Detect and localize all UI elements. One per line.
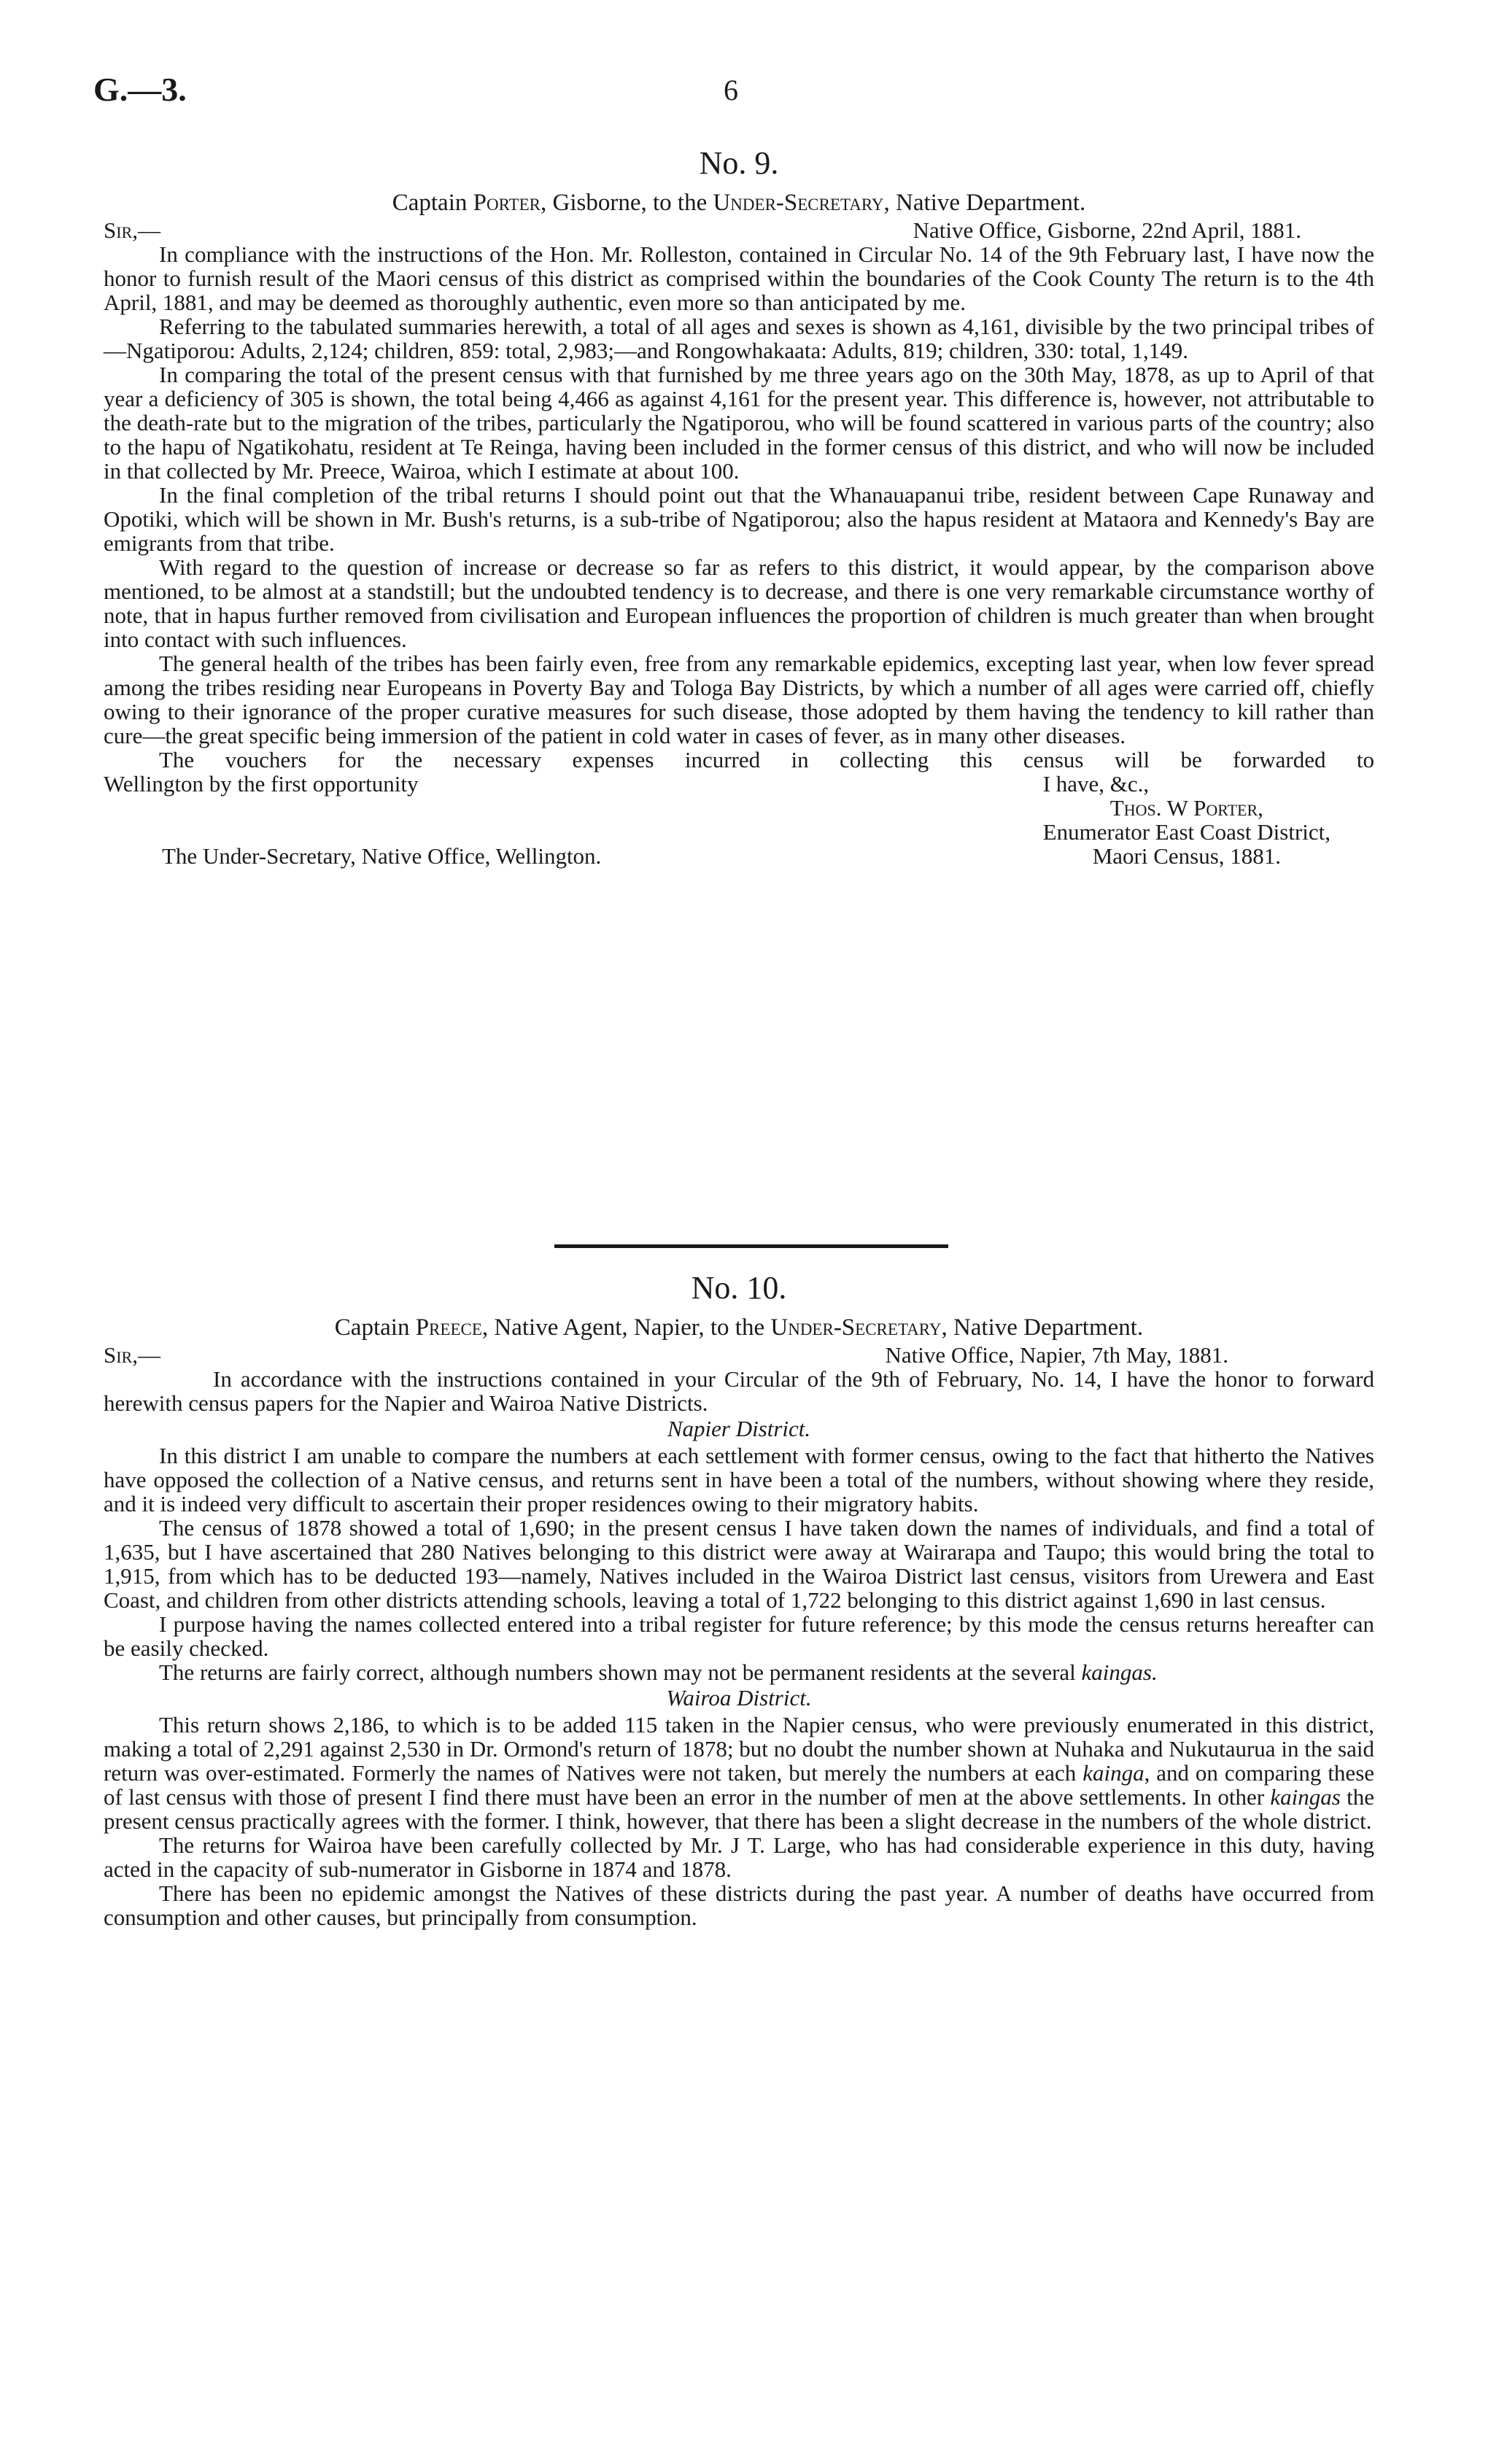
from-prefix: Captain bbox=[334, 1314, 416, 1341]
salutation: Sir,— bbox=[104, 1342, 160, 1368]
from-prefix: Captain bbox=[392, 190, 473, 216]
from-name: Porter bbox=[473, 190, 541, 216]
place-date: Native Office, Napier, 7th May, 1881. bbox=[885, 1342, 1228, 1368]
paragraph: I purpose having the names collected entered into a tribal register for future reference; by this mode the census returns hereafter can be easily checked. bbox=[104, 1611, 1374, 1661]
paragraph: The general health of the tribes has been fairly even, free from any remarkable epidemics, excepting last year, when low fever spread among the tribes residing near Europeans in Poverty Bay and Tologa Bay Districts, by which a number of all ages were carried off, chiefly owing to their ignorance of the proper curative measures for such disease, those adopted by them having the tendency to kill rather than cure—the great specific being immersion of the patient in cold water in cases of fever, as in many other diseases. bbox=[104, 651, 1374, 748]
signature-title: Enumerator East Coast District, bbox=[1042, 819, 1330, 845]
place-date: Native Office, Gisborne, 22nd April, 1881. bbox=[913, 217, 1301, 243]
napier-heading: Napier District. bbox=[667, 1416, 811, 1441]
letter-9-from-line bbox=[104, 191, 1374, 215]
letter-no-10 bbox=[104, 1269, 1374, 1929]
signature bbox=[1043, 796, 1330, 820]
closing-left: Wellington by the first opportunity bbox=[104, 771, 419, 797]
wairoa-heading: Wairoa District. bbox=[666, 1685, 812, 1711]
paragraph: Referring to the tabulated summaries herewith, a total of all ages and sexes is shown as 4,161, divisible by the two principal tribes of—Ngatiporou: Adults, 2,124; children, 859: total, 2,983;—and Rongowhakaata: Adults, 819; children, 330: total, 1,149. bbox=[104, 314, 1374, 363]
from-middle: , Native Agent, Napier, to the bbox=[481, 1314, 771, 1341]
document-reference: G.—3. bbox=[93, 71, 187, 108]
letter-no-9 bbox=[104, 144, 1374, 868]
paragraph bbox=[104, 1713, 1374, 1833]
to-name: Under-Secretary bbox=[713, 190, 884, 216]
from-suffix: , Native Department. bbox=[941, 1314, 1144, 1341]
letter-9-signoff bbox=[104, 772, 1374, 868]
letter-9-title: No. 9. bbox=[699, 145, 779, 181]
letter-10-salutation-row bbox=[104, 1343, 1374, 1367]
paragraph: There has been no epidemic amongst the Natives of these districts during the past year. A number of deaths have occurred from consumption and other causes, but principally from consumption. bbox=[104, 1880, 1374, 1930]
letter-10-title: No. 10. bbox=[691, 1270, 787, 1306]
letter-10-from-line bbox=[104, 1316, 1374, 1340]
addressee: The Under-Secretary, Native Office, Wellington. bbox=[162, 843, 602, 869]
paragraph: In compliance with the instructions of the Hon. Mr. Rolleston, contained in Circular No. 14 of the 9th February last, I have now the honor to furnish result of the Maori census of this district as comprised within the boundaries of the Cook County The return is to the 4th April, 1881, and may be deemed as thoroughly authentic, even more so than anticipated by me. bbox=[104, 241, 1374, 315]
returns-kaingas: kaingas. bbox=[1081, 1659, 1158, 1685]
returns-text: The returns are fairly correct, although numbers shown may not be permanent residents at the several bbox=[159, 1659, 1082, 1685]
from-middle: , Gisborne, to the bbox=[541, 190, 713, 216]
section-divider bbox=[554, 1244, 948, 1248]
paragraph: In this district I am unable to compare the numbers at each settlement with former census, owing to the fact that hitherto the Natives have opposed the collection of a Native census, and returns sent in have been a total of the numbers, without showing where they reside, and it is indeed very difficult to ascertain their proper residences owing to their migratory habits. bbox=[104, 1443, 1374, 1516]
signature-initials: Thos. W bbox=[1109, 795, 1194, 821]
from-name: Preece bbox=[415, 1314, 482, 1341]
signature-name: Porter, bbox=[1193, 795, 1263, 821]
paragraph: In accordance with the instructions contained in your Circular of the 9th of February, No. 14, I have the honor to forward herewith census papers for the Napier and Wairoa Native Districts. bbox=[104, 1366, 1374, 1416]
wairoa-text-b: , and on comparing these of last census with those of present I find there must have been an error in the number of men at the above settlements. In other bbox=[104, 1760, 1375, 1810]
wairoa-text-c: the present census practically agrees with the former. I think, however, that there has been a slight decrease in the numbers of the whole district. bbox=[104, 1784, 1374, 1834]
salutation: Sir,— bbox=[104, 217, 160, 243]
paragraph: The returns for Wairoa have been carefully collected by Mr. J T. Large, who has had considerable experience in this duty, having acted in the capacity of sub-numerator in Gisborne in 1874 and 1878. bbox=[104, 1832, 1374, 1882]
page-number: 6 bbox=[724, 74, 738, 106]
paragraph: The vouchers for the necessary expenses incurred in collecting this census will be forwarded to bbox=[159, 747, 1374, 772]
letter-9-salutation-row bbox=[104, 218, 1374, 242]
to-name: Under-Secretary bbox=[770, 1314, 942, 1341]
paragraph: In comparing the total of the present census with that furnished by me three years ago on the 30th May, 1878, as up to April of that year a deficiency of 305 is shown, the total being 4,466 as against 4,161 for the present year. This difference is, however, not attributable to the death-rate but to the migration of the tribes, particularly the Ngatiporou, who will be found scattered in various parts of the country; also to the hapu of Ngatikohatu, resident at Te Reinga, having been included in the former census of this district, and who will now be included in that collected by Mr. Preece, Wairoa, which I estimate at about 100. bbox=[104, 362, 1374, 484]
wairoa-kainga: kainga bbox=[1082, 1760, 1144, 1786]
paragraph: The census of 1878 showed a total of 1,690; in the present census I have taken down the names of individuals, and find a total of 1,635, but I have ascertained that 280 Natives belonging to this district were away at Wairarapa and Taupo; this would bring the total to 1,915, from which has to be deducted 193—namely, Natives included in the Wairoa District last census, visitors from Urewera and East Coast, and children from other districts attending schools, leaving a total of 1,722 belonging to this district against 1,690 in last census. bbox=[104, 1515, 1374, 1613]
paragraph: With regard to the question of increase or decrease so far as refers to this district, it would appear, by the comparison above mentioned, to be almost at a standstill; but the undoubted tendency is to decrease, and there is one very remarkable circumstance worthy of note, that in hapus further removed from civilisation and European influences the proportion of children is much greater than when brought into contact with such influences. bbox=[104, 554, 1374, 652]
paragraph bbox=[104, 1660, 1374, 1684]
paragraph: In the final completion of the tribal returns I should point out that the Whanauapanui tribe, resident between Cape Runaway and Opotiki, which will be shown in Mr. Bush's returns, is a sub-tribe of Ngatiporou; also the hapus resident at Mataora and Kennedy's Bay are emigrants from that tribe. bbox=[104, 482, 1374, 556]
wairoa-text: This return shows 2,186, to which is to be added 115 taken in the Napier census, who were previously enumerated in this district, making a total of 2,291 against 2,530 in Dr. Ormond's return of 1878; but no doubt the number shown at Nuhaka and Nukutaurua in the said return was over-estimated. Formerly the names of Natives were not taken, but merely the numbers at each bbox=[104, 1712, 1374, 1786]
from-suffix: , Native Department. bbox=[883, 190, 1086, 216]
closing-right: I have, &c., bbox=[1042, 771, 1150, 797]
wairoa-kaingas: kaingas bbox=[1270, 1784, 1341, 1810]
signature-block bbox=[1043, 772, 1374, 868]
signature-census: Maori Census, 1881. bbox=[1092, 843, 1282, 869]
